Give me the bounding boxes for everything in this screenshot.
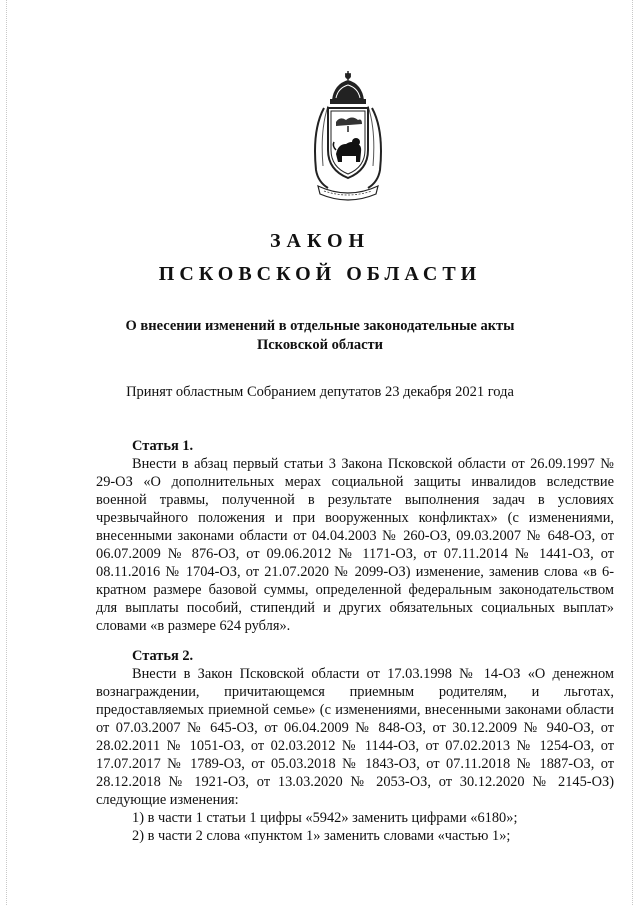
law-subtitle-line1: О внесении изменений в отдельные законодательные акты xyxy=(125,318,515,334)
scan-edge-right xyxy=(632,0,634,905)
article-2-text: Внести в Закон Псковской области от 17.03.1998 № 14-ОЗ «О денежном вознаграждении, причитающемся приемным родителям, и льготах, предоставляемых приемной семье» (с изменениями, внесенными законами области от 07.03.2007 № 645-ОЗ, от 06.04.2009 № 848-ОЗ, от 30.12.2009 № 940-ОЗ, от 28.02.2011 № 1051-ОЗ, от 02.03.2012 № 1144-ОЗ, от 07.02.2013 № 1254-ОЗ, от 17.07.2017 № 1789-ОЗ, от 05.03.2018 № 1843-ОЗ, от 07.11.2018 № 1887-ОЗ, от 28.12.2018 № 1921-ОЗ, от 13.03.2020 № 2053-ОЗ, от 30.12.2020 № 2145-ОЗ) следующие изменения: xyxy=(96,666,614,808)
article-1 xyxy=(96,437,614,635)
law-subtitle xyxy=(0,317,640,355)
article-2-heading: Статья 2. xyxy=(132,648,194,664)
scan-edge-left xyxy=(6,0,8,905)
adoption-date-line: Принят областным Собранием депутатов 23 декабря 2021 года xyxy=(126,384,514,400)
law-subtitle-line2: Псковской области xyxy=(256,337,384,353)
document-region: ПСКОВСКОЙ ОБЛАСТИ xyxy=(158,263,482,285)
article-2-item: 1) в части 1 статьи 1 цифры «5942» заменить цифрами «6180»; xyxy=(132,810,518,826)
article-1-heading: Статья 1. xyxy=(132,438,194,454)
coat-of-arms-icon xyxy=(298,70,398,202)
document-title: ЗАКОН xyxy=(269,230,371,252)
article-1-text: Внести в абзац первый статьи 3 Закона Псковской области от 26.09.1997 № 29-ОЗ «О дополнительных мерах социальной защиты инвалидов вследствие военной травмы, полученной в результате выполнения задач в условиях чрезвычайного положения и при вооруженных конфликтах» (с изменениями, внесенными законами области от 04.04.2003 № 260-ОЗ, 09.03.2007 № 648-ОЗ, от 06.07.2009 № 876-ОЗ, от 09.06.2012 № 1171-ОЗ, от 07.11.2014 № 1441-ОЗ, от 08.11.2016 № 1704-ОЗ, от 21.07.2020 № 2099-ОЗ) изменение, заменив слова «в 6-кратном размере базовой суммы, определенной федеральным законодательством для выплаты пособий, стипендий и других обязательных социальных выплат» словами «в размере 624 рубля». xyxy=(96,456,614,634)
article-2-item: 2) в части 2 слова «пунктом 1» заменить словами «частью 1»; xyxy=(132,828,511,844)
article-2 xyxy=(96,647,614,845)
